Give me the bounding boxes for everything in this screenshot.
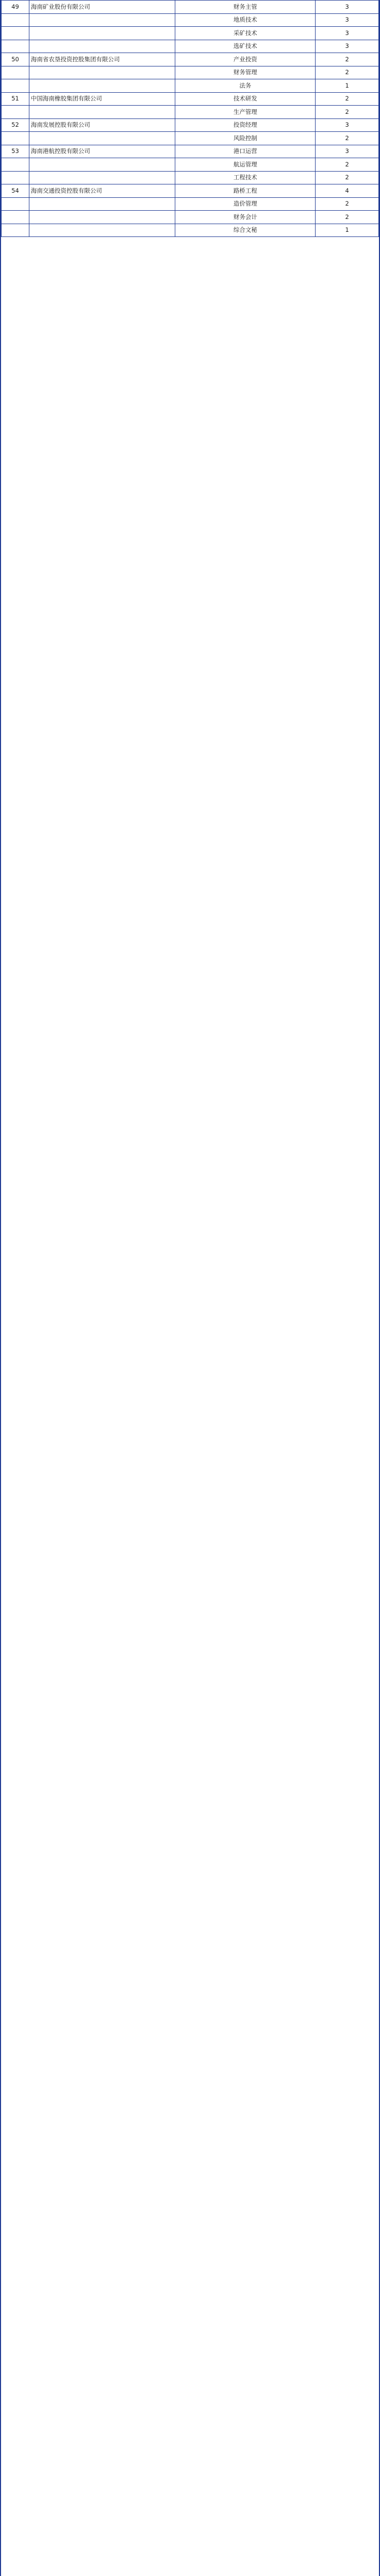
employer-name — [29, 158, 175, 172]
position-name: 法务 — [175, 79, 316, 93]
row-number: 53 — [2, 145, 29, 158]
row-number — [2, 158, 29, 172]
employer-name — [29, 106, 175, 119]
position-name: 综合文秘 — [175, 224, 316, 237]
headcount: 2 — [316, 53, 379, 66]
row-number: 51 — [2, 92, 29, 106]
position-name: 路桥工程 — [175, 184, 316, 198]
headcount: 2 — [316, 106, 379, 119]
position-name: 造价管理 — [175, 197, 316, 211]
employer-name: 海南省农垦投资控股集团有限公司 — [29, 53, 175, 66]
row-number — [2, 106, 29, 119]
position-name: 财务会计 — [175, 211, 316, 224]
table-row — [2, 118, 379, 132]
table-row — [2, 1, 379, 14]
position-name: 财务主管 — [175, 1, 316, 14]
headcount: 3 — [316, 27, 379, 40]
table-row — [2, 184, 379, 198]
position-name: 采矿技术 — [175, 27, 316, 40]
table-row — [2, 132, 379, 145]
position-name: 选矿技术 — [175, 40, 316, 53]
row-number: 49 — [2, 1, 29, 14]
headcount: 4 — [316, 184, 379, 198]
table-row — [2, 171, 379, 184]
headcount: 2 — [316, 132, 379, 145]
position-name: 航运管理 — [175, 158, 316, 172]
employer-name: 海南交通投资控股有限公司 — [29, 184, 175, 198]
employer-name: 海南港航控股有限公司 — [29, 145, 175, 158]
table-row — [2, 27, 379, 40]
employer-name — [29, 13, 175, 27]
row-number — [2, 224, 29, 237]
row-number — [2, 197, 29, 211]
employer-name — [29, 224, 175, 237]
position-name: 工程技术 — [175, 171, 316, 184]
employer-name — [29, 27, 175, 40]
table-row — [2, 13, 379, 27]
headcount: 3 — [316, 1, 379, 14]
headcount: 2 — [316, 158, 379, 172]
employer-name — [29, 79, 175, 93]
table-row — [2, 79, 379, 93]
table-row — [2, 53, 379, 66]
row-number — [2, 27, 29, 40]
row-number: 50 — [2, 53, 29, 66]
position-table — [1, 0, 379, 237]
table-row — [2, 197, 379, 211]
headcount: 1 — [316, 79, 379, 93]
employer-name — [29, 40, 175, 53]
position-name: 地质技术 — [175, 13, 316, 27]
headcount: 2 — [316, 171, 379, 184]
employer-name — [29, 197, 175, 211]
position-name: 港口运营 — [175, 145, 316, 158]
headcount: 2 — [316, 92, 379, 106]
position-name: 生产管理 — [175, 106, 316, 119]
headcount: 3 — [316, 118, 379, 132]
headcount: 2 — [316, 211, 379, 224]
employer-name: 海南发展控股有限公司 — [29, 118, 175, 132]
row-number — [2, 211, 29, 224]
table-row — [2, 92, 379, 106]
headcount: 3 — [316, 145, 379, 158]
position-name: 产业投资 — [175, 53, 316, 66]
position-name: 财务管理 — [175, 66, 316, 79]
employer-name: 中国海南橡胶集团有限公司 — [29, 92, 175, 106]
table-row — [2, 40, 379, 53]
headcount: 2 — [316, 197, 379, 211]
position-table-body — [2, 1, 379, 237]
row-number — [2, 171, 29, 184]
headcount: 2 — [316, 66, 379, 79]
table-row — [2, 158, 379, 172]
position-name: 风险控制 — [175, 132, 316, 145]
employer-name: 海南矿业股份有限公司 — [29, 1, 175, 14]
row-number — [2, 40, 29, 53]
employer-name — [29, 66, 175, 79]
row-number: 54 — [2, 184, 29, 198]
position-name: 投资经理 — [175, 118, 316, 132]
headcount: 3 — [316, 40, 379, 53]
table-row — [2, 145, 379, 158]
employer-name — [29, 132, 175, 145]
row-number — [2, 66, 29, 79]
headcount: 1 — [316, 224, 379, 237]
row-number — [2, 132, 29, 145]
position-name: 技术研发 — [175, 92, 316, 106]
row-number — [2, 79, 29, 93]
employer-name — [29, 211, 175, 224]
row-number — [2, 13, 29, 27]
table-row — [2, 66, 379, 79]
table-row — [2, 106, 379, 119]
table-row — [2, 224, 379, 237]
row-number: 52 — [2, 118, 29, 132]
headcount: 3 — [316, 13, 379, 27]
employer-name — [29, 171, 175, 184]
table-row — [2, 211, 379, 224]
